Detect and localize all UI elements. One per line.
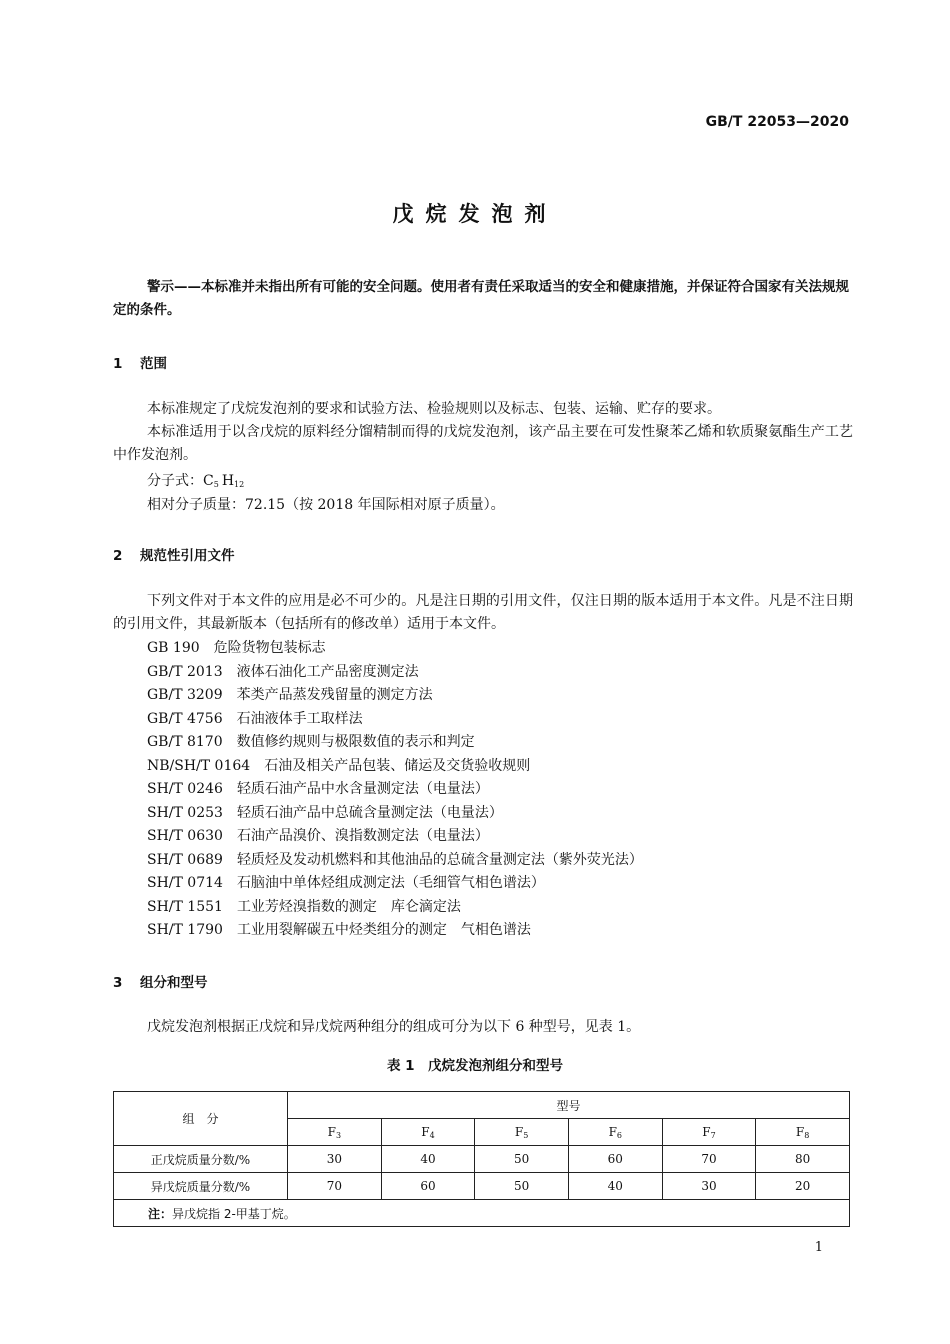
reference-code: SH/T 0246: [147, 781, 223, 797]
model-letter: F: [608, 1124, 617, 1139]
reference-item: [147, 755, 530, 775]
reference-code: GB 190: [147, 640, 200, 656]
reference-code: SH/T 0630: [147, 828, 223, 844]
table-cell: 50: [475, 1146, 569, 1173]
reference-code: GB/T 8170: [147, 734, 223, 750]
table-cell: 30: [662, 1173, 756, 1200]
reference-item: [147, 778, 489, 798]
table-cell: 60: [381, 1173, 475, 1200]
reference-item: [147, 825, 489, 845]
reference-item: [147, 708, 363, 728]
model-letter: F: [327, 1124, 336, 1139]
section-title: 范围: [140, 356, 167, 372]
reference-title: 石油液体手工取样法: [236, 710, 363, 727]
model-subscript: 7: [710, 1130, 716, 1140]
table-cell: 60: [568, 1146, 662, 1173]
table-cell: 70: [662, 1146, 756, 1173]
reference-item: [147, 919, 531, 939]
table-caption: 表 1 戊烷发泡剂组分和型号: [386, 1058, 564, 1074]
reference-item: [147, 731, 475, 751]
model-subscript: 4: [429, 1130, 435, 1140]
section-3-heading: [113, 971, 208, 991]
reference-code: SH/T 0253: [147, 804, 223, 821]
reference-title: 石油及相关产品包装、储运及交货验收规则: [264, 757, 531, 774]
table-cell: 40: [568, 1173, 662, 1200]
reference-code: GB/T 4756: [147, 710, 223, 727]
model-subscript: 5: [523, 1130, 529, 1140]
model-subscript: 3: [335, 1130, 342, 1140]
model-letter: F: [514, 1124, 524, 1139]
reference-title: 苯类产品蒸发残留量的测定方法: [236, 687, 433, 703]
reference-title: 工业芳烃溴指数的测定 库仑滴定法: [236, 898, 461, 915]
model-cell: [568, 1119, 662, 1146]
safety-warning: 警示——本标准并未指出所有可能的安全问题。使用者有责任采取适当的安全和健康措施，并保证符合国家有关法规规定的条件。: [113, 279, 849, 318]
formula-c: C: [203, 473, 214, 489]
reference-title: 轻质石油产品中总硫含量测定法（电量法）: [236, 804, 503, 821]
reference-item: [147, 896, 461, 916]
reference-title: 危险货物包装标志: [213, 640, 326, 656]
reference-code: SH/T 0714: [147, 875, 223, 891]
formula-label: 分子式：: [147, 473, 203, 489]
composition-intro: 戊烷发泡剂根据正戊烷和异戊烷两种组分的组成可分为以下 6 种型号，见表 1。: [147, 1019, 641, 1035]
table-cell: 70: [288, 1173, 382, 1200]
model-cell: [381, 1119, 475, 1146]
section-number: 3: [113, 975, 123, 991]
model-subscript: 8: [804, 1130, 810, 1140]
reference-item: [147, 661, 419, 681]
note-label: 注：: [148, 1206, 173, 1221]
reference-item: [147, 872, 545, 892]
scope-paragraph-1: 本标准规定了戊烷发泡剂的要求和试验方法、检验规则以及标志、包装、运输、贮存的要求。: [147, 401, 721, 417]
reference-title: 石油产品溴价、溴指数测定法（电量法）: [236, 828, 489, 844]
table-cell: 20: [756, 1173, 850, 1200]
reference-title: 轻质烃及发动机燃料和其他油品的总硫含量测定法（紫外荧光法）: [236, 851, 643, 868]
reference-item: [147, 849, 643, 869]
reference-title: 液体石油化工产品密度测定法: [236, 663, 419, 680]
model-cell: [288, 1119, 382, 1146]
model-letter: F: [795, 1124, 805, 1139]
section-number: 2: [113, 548, 123, 564]
formula-c-subscript: 5: [213, 480, 219, 489]
reference-title: 数值修约规则与极限数值的表示和判定: [236, 734, 475, 750]
section-title: 规范性引用文件: [140, 548, 235, 564]
section-title: 组分和型号: [140, 975, 208, 991]
section-2-heading: [113, 544, 235, 564]
document-title: 戊烷发泡剂: [392, 202, 558, 226]
reference-item: [147, 637, 326, 657]
reference-code: NB/SH/T 0164: [147, 757, 251, 774]
model-cell: [475, 1119, 569, 1146]
model-letter: F: [421, 1124, 430, 1139]
row-label: 异戊烷质量分数/%: [114, 1173, 288, 1200]
page-number: 1: [814, 1240, 823, 1255]
model-letter: F: [702, 1124, 711, 1139]
table-cell: 50: [475, 1173, 569, 1200]
reference-item: [147, 802, 503, 822]
component-header: 组 分: [114, 1092, 288, 1146]
molecular-formula: [147, 470, 244, 490]
table-cell: 40: [381, 1146, 475, 1173]
reference-code: GB/T 3209: [147, 687, 223, 703]
table-row: [114, 1173, 850, 1200]
table-row: [114, 1146, 850, 1173]
reference-code: SH/T 1551: [147, 898, 223, 915]
reference-title: 轻质石油产品中水含量测定法（电量法）: [236, 781, 489, 797]
formula-h-subscript: 12: [234, 480, 245, 489]
molecular-mass: 相对分子质量：72.15（按 2018 年国际相对原子质量）。: [147, 497, 505, 513]
references-intro: 下列文件对于本文件的应用是必不可少的。凡是注日期的引用文件，仅注日期的版本适用于本文件。凡是不注日期的引用文件，其最新版本（包括所有的修改单）适用于本文件。: [113, 593, 853, 633]
model-header: 型号: [288, 1092, 850, 1119]
note-text: 异戊烷指 2-甲基丁烷。: [172, 1206, 296, 1221]
reference-code: GB/T 2013: [147, 663, 223, 680]
reference-code: SH/T 1790: [147, 922, 223, 938]
standard-number: GB/T 22053—2020: [705, 114, 849, 130]
composition-table: [113, 1091, 850, 1227]
table-note: [114, 1200, 850, 1227]
reference-title: 石脑油中单体烃组成测定法（毛细管气相色谱法）: [236, 875, 545, 891]
model-cell: [756, 1119, 850, 1146]
section-1-heading: [113, 352, 167, 372]
reference-item: [147, 684, 433, 704]
reference-title: 工业用裂解碳五中烃类组分的测定 气相色谱法: [236, 922, 531, 938]
section-number: 1: [113, 356, 123, 372]
model-cell: [662, 1119, 756, 1146]
formula-h: H: [221, 473, 235, 489]
reference-code: SH/T 0689: [147, 851, 223, 868]
table-cell: 30: [288, 1146, 382, 1173]
model-subscript: 6: [616, 1130, 622, 1140]
table-cell: 80: [756, 1146, 850, 1173]
scope-paragraph-2: 本标准适用于以含戊烷的原料经分馏精制而得的戊烷发泡剂，该产品主要在可发性聚苯乙烯和软质聚氨酯生产工艺中作发泡剂。: [113, 424, 853, 464]
row-label: 正戊烷质量分数/%: [114, 1146, 288, 1173]
